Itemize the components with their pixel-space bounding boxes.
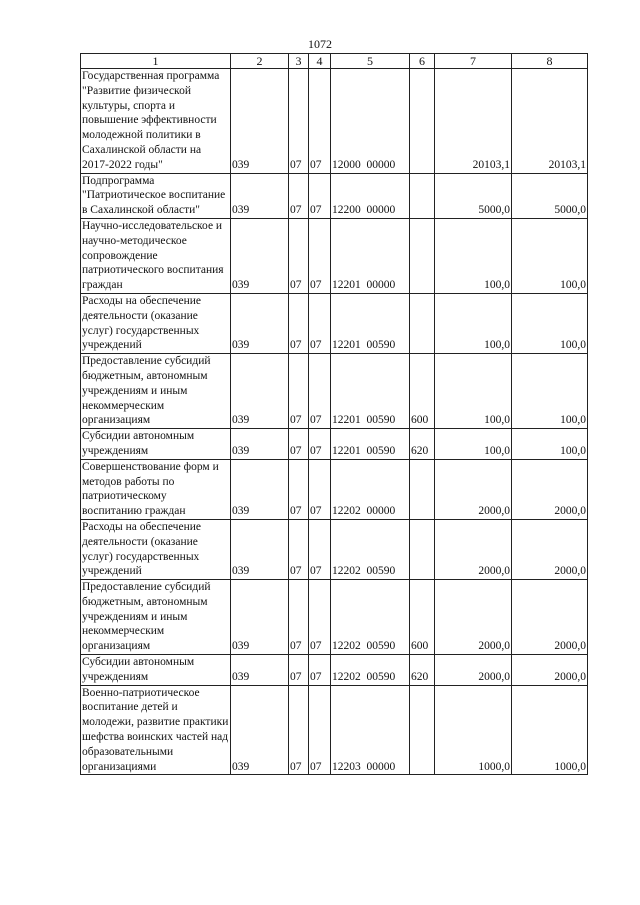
row-subsection-cell: 07 — [309, 655, 331, 686]
column-header: 2 — [231, 54, 289, 69]
row-code-cell: 039 — [231, 580, 289, 655]
row-code-cell: 039 — [231, 429, 289, 460]
row-section-cell: 07 — [289, 293, 309, 353]
row-amount-2020-cell: 20103,1 — [435, 69, 512, 174]
row-code-cell: 039 — [231, 173, 289, 218]
row-expense-type-cell — [410, 293, 435, 353]
column-header: 6 — [410, 54, 435, 69]
row-amount-2020-cell: 2000,0 — [435, 459, 512, 519]
row-target-article-cell: 12201 00000 — [331, 218, 410, 293]
row-name-cell: Подпрограмма "Патриотическое воспитание в Сахалинской области" — [81, 173, 231, 218]
row-subsection-cell: 07 — [309, 580, 331, 655]
row-expense-type-cell — [410, 173, 435, 218]
table-row — [81, 293, 588, 353]
row-target-article-cell: 12200 00000 — [331, 173, 410, 218]
row-code-cell: 039 — [231, 685, 289, 775]
row-name-cell: Предоставление субсидий бюджетным, автономным учреждениям и иным некоммерческим организациям — [81, 580, 231, 655]
row-name-cell: Военно-патриотическое воспитание детей и молодежи, развитие практики шефства воинских частей над образовательными организациями — [81, 685, 231, 775]
table-row — [81, 173, 588, 218]
column-header: 1 — [81, 54, 231, 69]
row-section-cell: 07 — [289, 459, 309, 519]
row-target-article-cell: 12202 00000 — [331, 459, 410, 519]
row-amount-2021-cell: 100,0 — [512, 354, 588, 429]
table-row — [81, 429, 588, 460]
row-section-cell: 07 — [289, 354, 309, 429]
row-name-cell: Расходы на обеспечение деятельности (оказание услуг) государственных учреждений — [81, 293, 231, 353]
row-amount-2021-cell: 2000,0 — [512, 580, 588, 655]
row-code-cell: 039 — [231, 69, 289, 174]
row-amount-2020-cell: 100,0 — [435, 354, 512, 429]
row-name-cell: Совершенствование форм и методов работы по патриотическому воспитанию граждан — [81, 459, 231, 519]
row-code-cell: 039 — [231, 354, 289, 429]
row-name-cell: Научно-исследовательское и научно-методическое сопровождение патриотического воспитания граждан — [81, 218, 231, 293]
table-row — [81, 655, 588, 686]
row-section-cell: 07 — [289, 685, 309, 775]
row-target-article-cell: 12000 00000 — [331, 69, 410, 174]
row-code-cell: 039 — [231, 459, 289, 519]
row-code-cell: 039 — [231, 655, 289, 686]
row-subsection-cell: 07 — [309, 429, 331, 460]
row-name-cell: Государственная программа "Развитие физической культуры, спорта и повышение эффективности молодежной политики в Сахалинской области на 2017-2022 годы" — [81, 69, 231, 174]
row-name-cell: Субсидии автономным учреждениям — [81, 655, 231, 686]
row-amount-2021-cell: 100,0 — [512, 293, 588, 353]
header-row — [81, 54, 588, 69]
row-section-cell: 07 — [289, 519, 309, 579]
row-section-cell: 07 — [289, 218, 309, 293]
row-expense-type-cell: 600 — [410, 354, 435, 429]
table-row — [81, 218, 588, 293]
row-expense-type-cell — [410, 218, 435, 293]
row-subsection-cell: 07 — [309, 69, 331, 174]
row-amount-2021-cell: 2000,0 — [512, 459, 588, 519]
row-section-cell: 07 — [289, 429, 309, 460]
row-amount-2021-cell: 2000,0 — [512, 519, 588, 579]
row-target-article-cell: 12201 00590 — [331, 429, 410, 460]
row-amount-2021-cell: 2000,0 — [512, 655, 588, 686]
row-subsection-cell: 07 — [309, 459, 331, 519]
row-amount-2020-cell: 2000,0 — [435, 580, 512, 655]
row-expense-type-cell: 620 — [410, 429, 435, 460]
row-subsection-cell: 07 — [309, 354, 331, 429]
row-expense-type-cell — [410, 69, 435, 174]
row-subsection-cell: 07 — [309, 173, 331, 218]
table-row — [81, 519, 588, 579]
row-target-article-cell: 12202 00590 — [331, 580, 410, 655]
row-subsection-cell: 07 — [309, 218, 331, 293]
row-target-article-cell: 12201 00590 — [331, 354, 410, 429]
column-header: 8 — [512, 54, 588, 69]
row-amount-2021-cell: 5000,0 — [512, 173, 588, 218]
row-name-cell: Расходы на обеспечение деятельности (оказание услуг) государственных учреждений — [81, 519, 231, 579]
budget-table — [80, 53, 588, 775]
column-header: 4 — [309, 54, 331, 69]
row-amount-2020-cell: 100,0 — [435, 293, 512, 353]
row-expense-type-cell — [410, 459, 435, 519]
column-header: 3 — [289, 54, 309, 69]
row-amount-2020-cell: 100,0 — [435, 429, 512, 460]
table-row — [81, 69, 588, 174]
row-section-cell: 07 — [289, 69, 309, 174]
table-row — [81, 354, 588, 429]
row-name-cell: Предоставление субсидий бюджетным, автономным учреждениям и иным некоммерческим организациям — [81, 354, 231, 429]
row-amount-2021-cell: 1000,0 — [512, 685, 588, 775]
row-code-cell: 039 — [231, 519, 289, 579]
row-amount-2020-cell: 1000,0 — [435, 685, 512, 775]
row-amount-2020-cell: 2000,0 — [435, 655, 512, 686]
row-expense-type-cell — [410, 685, 435, 775]
row-expense-type-cell: 600 — [410, 580, 435, 655]
row-code-cell: 039 — [231, 218, 289, 293]
row-target-article-cell: 12203 00000 — [331, 685, 410, 775]
row-expense-type-cell: 620 — [410, 655, 435, 686]
row-code-cell: 039 — [231, 293, 289, 353]
row-name-cell: Субсидии автономным учреждениям — [81, 429, 231, 460]
row-amount-2020-cell: 2000,0 — [435, 519, 512, 579]
table-row — [81, 580, 588, 655]
row-section-cell: 07 — [289, 580, 309, 655]
row-amount-2020-cell: 5000,0 — [435, 173, 512, 218]
row-target-article-cell: 12201 00590 — [331, 293, 410, 353]
row-subsection-cell: 07 — [309, 519, 331, 579]
column-header: 5 — [331, 54, 410, 69]
row-target-article-cell: 12202 00590 — [331, 519, 410, 579]
row-amount-2021-cell: 100,0 — [512, 429, 588, 460]
row-expense-type-cell — [410, 519, 435, 579]
row-target-article-cell: 12202 00590 — [331, 655, 410, 686]
table-row — [81, 459, 588, 519]
row-amount-2021-cell: 100,0 — [512, 218, 588, 293]
row-amount-2020-cell: 100,0 — [435, 218, 512, 293]
row-subsection-cell: 07 — [309, 293, 331, 353]
row-section-cell: 07 — [289, 173, 309, 218]
table-row — [81, 685, 588, 775]
column-header: 7 — [435, 54, 512, 69]
row-section-cell: 07 — [289, 655, 309, 686]
row-amount-2021-cell: 20103,1 — [512, 69, 588, 174]
page-number: 1072 — [308, 37, 332, 51]
row-subsection-cell: 07 — [309, 685, 331, 775]
